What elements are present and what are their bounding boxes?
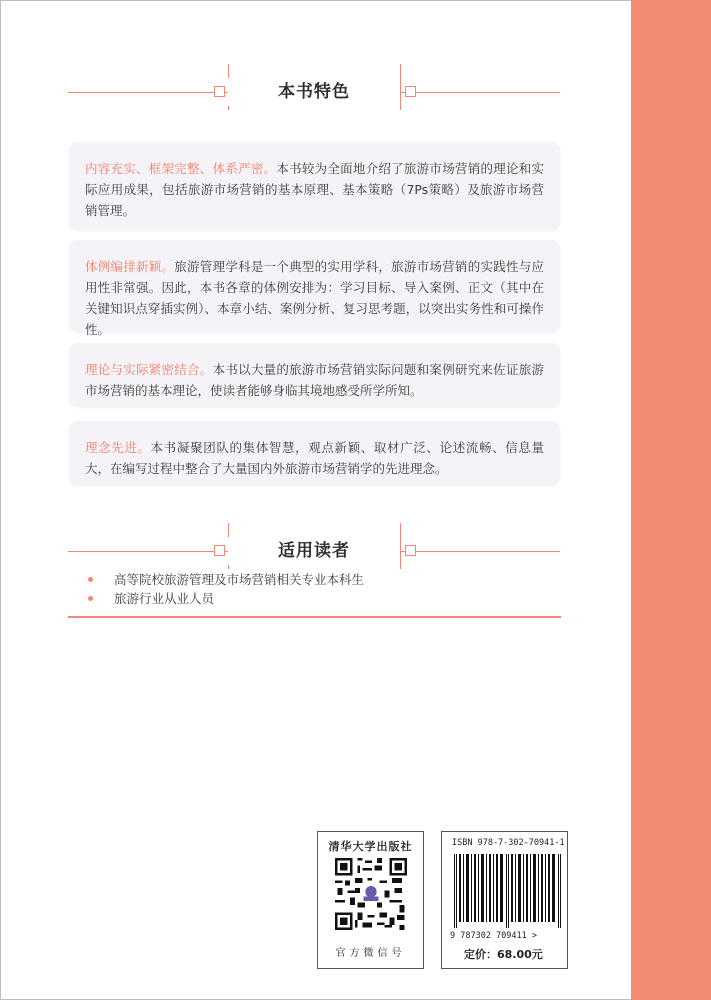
bullet-dot-icon — [88, 596, 93, 601]
isbn-label: ISBN 978-7-302-70941-1 — [452, 838, 565, 848]
feature-lead: 理论与实际紧密结合。 — [85, 362, 213, 377]
features-title: 本书特色 — [228, 78, 400, 106]
features-section-header — [68, 64, 560, 134]
list-item — [88, 589, 558, 608]
qr-code-icon — [335, 858, 407, 930]
qr-caption: 官方微信号 — [335, 948, 406, 959]
barcode-digits: 9 787302 709411 > — [450, 931, 537, 941]
feature-body: 本书较为全面地介绍了旅游市场营销的理论和实际应用成果，包括旅游市场营销的基本原理、基本策略（7Ps策略）及旅游市场营销管理。 — [85, 161, 544, 218]
publisher-name: 清华大学出版社 — [328, 840, 413, 853]
feature-body: 旅游管理学科是一个典型的实用学科，旅游市场营销的实践性与应用性非常强。因此，本书各章的体例安排为：学习目标、导入案例、正文（其中在关键知识点穿插实例）、本章小结、案例分析、复习思考题，以突出实务性和可操作性。 — [85, 259, 544, 337]
feature-lead: 体例编排新颖。 — [85, 259, 175, 274]
isbn-barcode-box — [441, 831, 568, 969]
barcode-icon — [454, 854, 562, 928]
bullet-dot-icon — [88, 577, 93, 582]
feature-body: 本书以大量的旅游市场营销实际问题和案例研究来佐证旅游市场营销的基本理论，使读者能够身临其境地感受所学所知。 — [85, 362, 544, 398]
feature-card — [69, 421, 560, 485]
feature-body: 本书凝聚团队的集体智慧，观点新颖、取材广泛、论述流畅、信息量大，在编写过程中整合了大量国内外旅游市场营销学的先进理念。 — [85, 440, 544, 476]
readers-list — [88, 570, 558, 608]
header-ornament-square-left — [214, 545, 225, 556]
feature-card — [69, 343, 560, 407]
header-ornament-line-right — [400, 64, 401, 110]
book-spine-band — [631, 0, 711, 1000]
reader-text: 旅游行业从业人员 — [114, 591, 215, 606]
section-bottom-rule — [68, 616, 561, 618]
reader-text: 高等院校旅游管理及市场营销相关专业本科生 — [114, 572, 365, 587]
feature-card — [69, 142, 560, 230]
header-ornament-square-right — [405, 545, 416, 556]
header-ornament-square-left — [214, 86, 225, 97]
publisher-qr-box — [317, 831, 424, 969]
price-label: 定价：68.00元 — [464, 948, 543, 961]
header-ornament-line-right — [400, 523, 401, 569]
readers-title: 适用读者 — [228, 537, 400, 565]
feature-card — [69, 240, 560, 337]
header-ornament-square-right — [405, 86, 416, 97]
list-item — [88, 570, 558, 589]
feature-lead: 理念先进。 — [85, 440, 151, 455]
feature-lead: 内容充实、框架完整、体系严密。 — [85, 161, 277, 176]
